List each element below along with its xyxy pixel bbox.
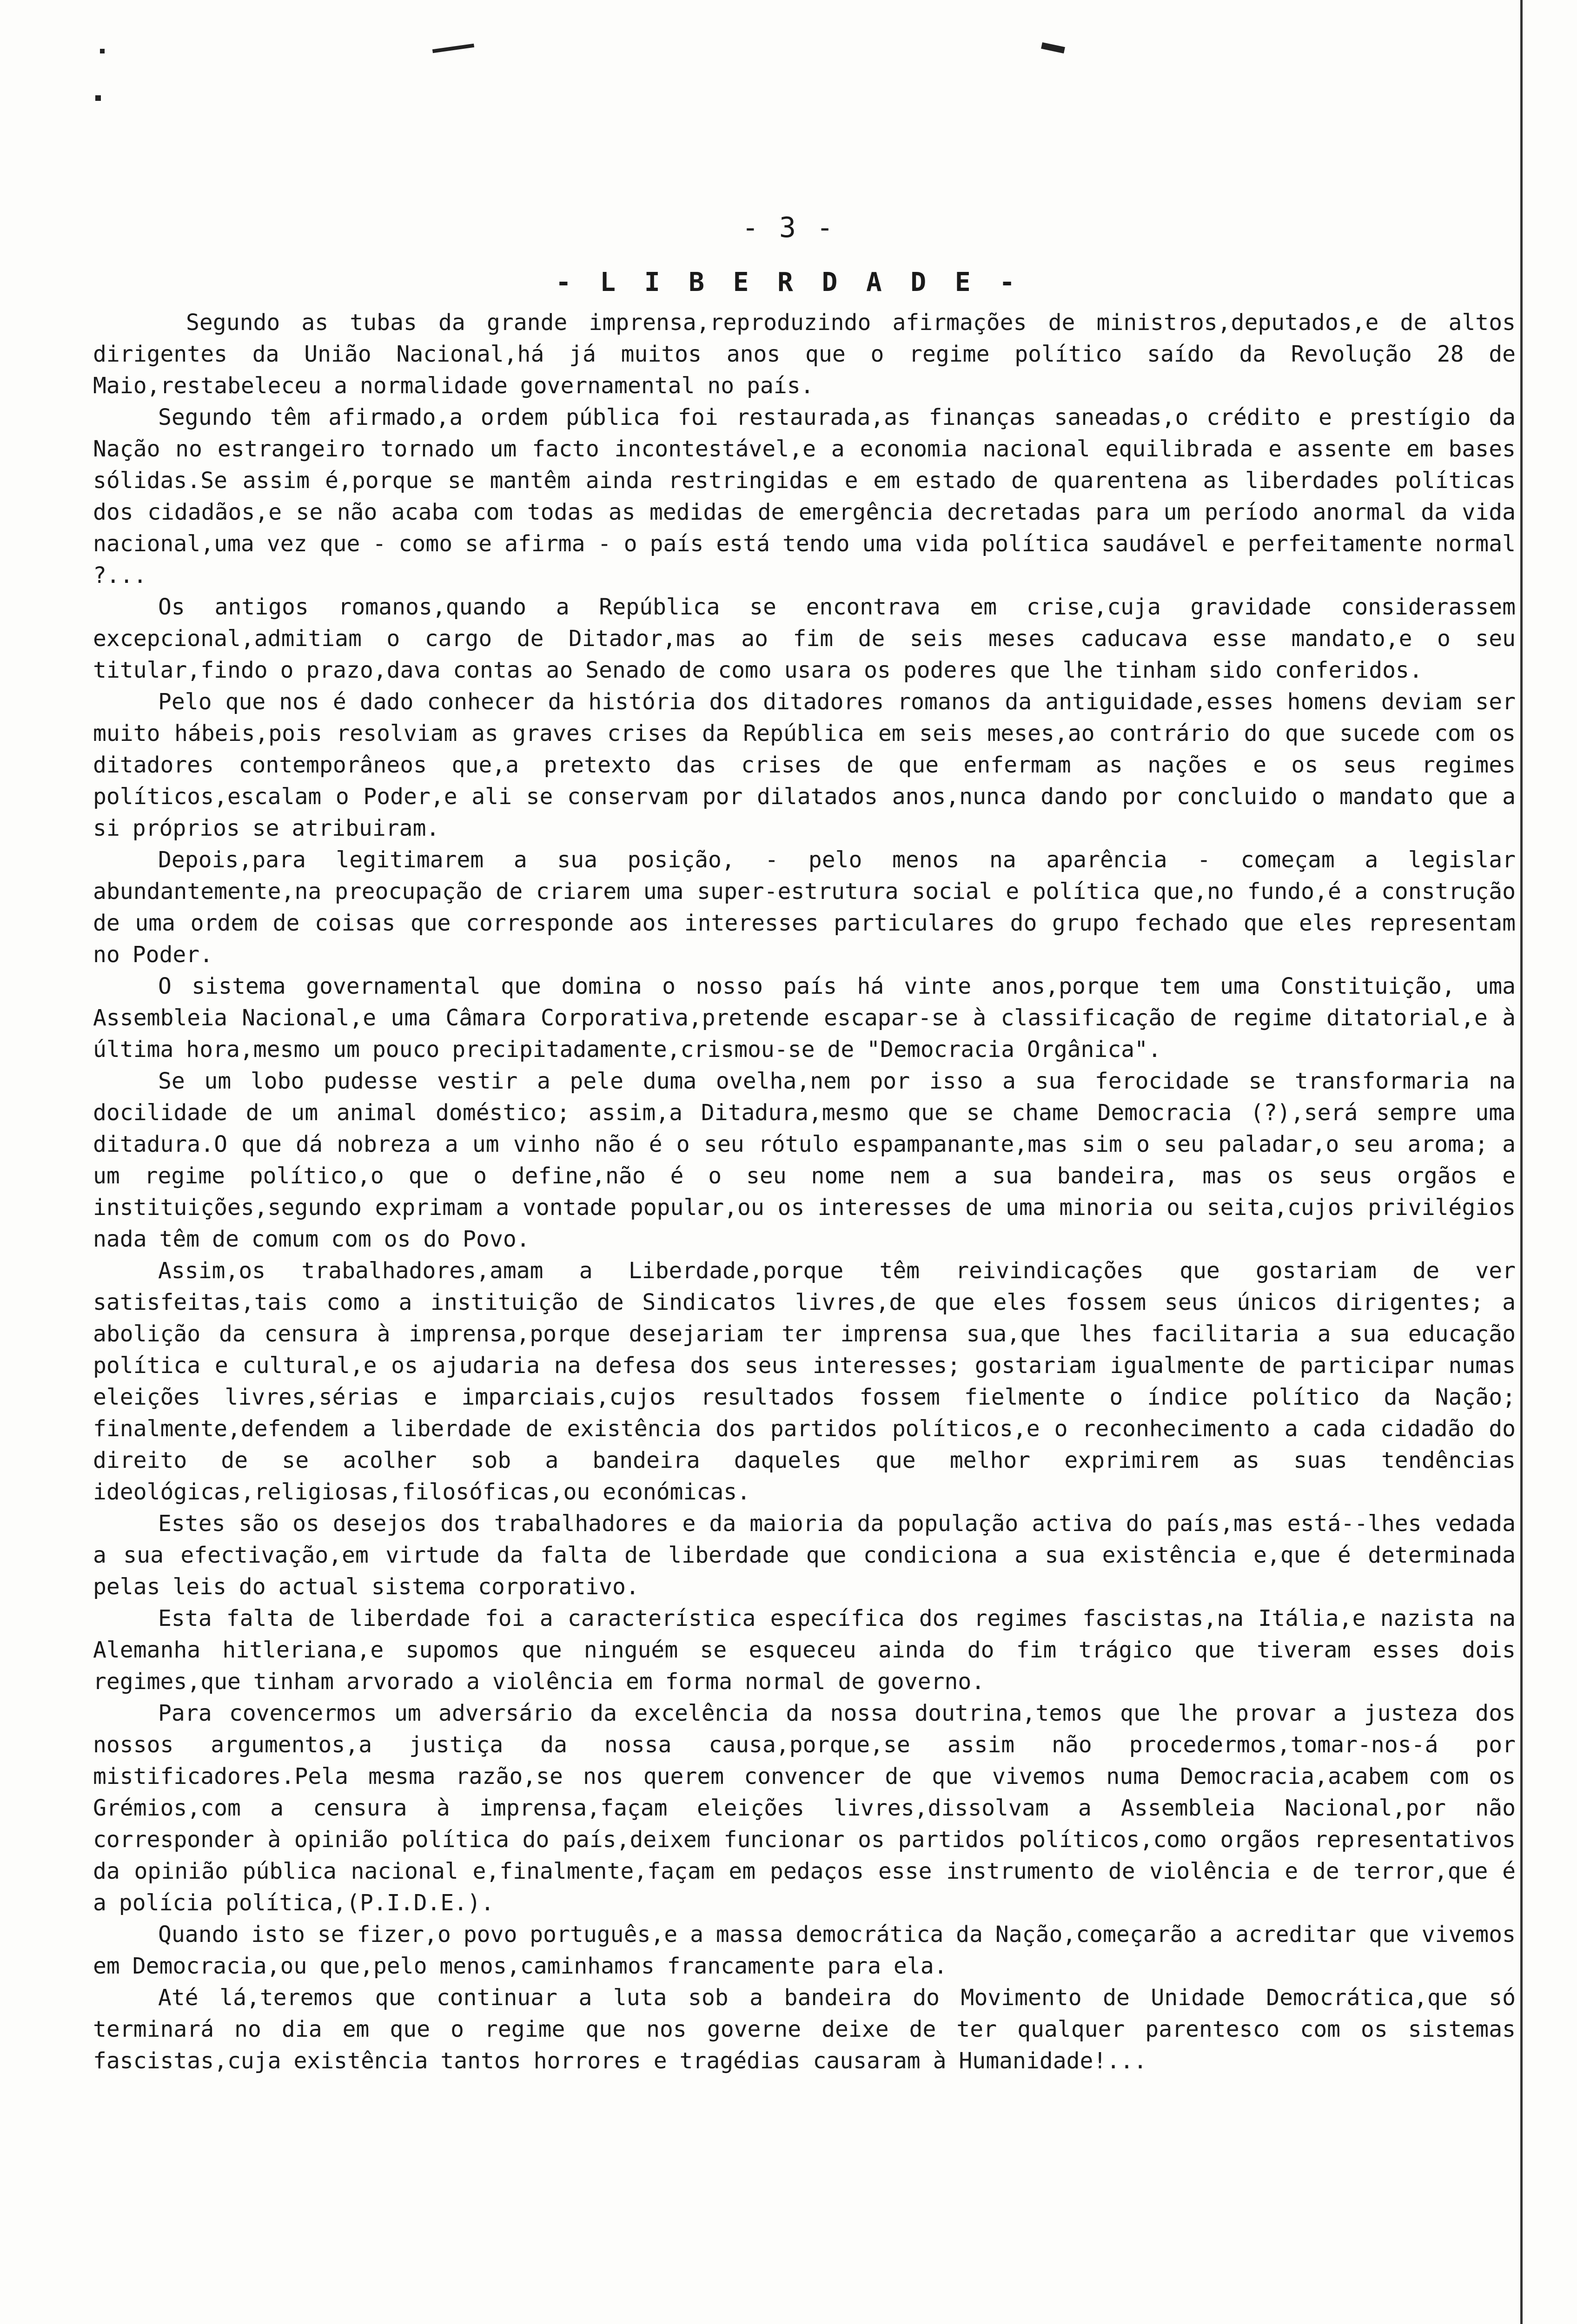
paragraph: Até lá,teremos que continuar a luta sob a bandeira do Movimento de Unidade Democrática,que só terminará no dia em que o regime que nos governe deixe de ter qualquer parentesco com os sistemas fascistas,cuja existência tantos horrores e tragédias causaram à Humanidade!... <box>93 1985 1516 2074</box>
paragraph: Depois,para legitimarem a sua posição, - pelo menos na aparência - começam a legislar abundantemente,na preocupação de criarem uma super-estrutura social e política que,no fundo,é a construção de uma ordem de coisas que corresponde aos interesses particulares do grupo fechado que eles representam no Poder. <box>93 847 1516 968</box>
paragraph: Segundo têm afirmado,a ordem pública foi restaurada,as finanças saneadas,o crédito e prestígio da Nação no estrangeiro tornado um facto incontestável,e a economia nacional equilibrada e assente em bases sólidas.Se assim é,porque se mantêm ainda restringidas e em estado de quarentena as liberdades políticas dos cidadãos,e se não acaba com todas as medidas de emergência decretadas para um período anormal da vida nacional,uma vez que - como se afirma - o país está tendo uma vida política saudável e perfeitamente normal ?... <box>93 404 1516 588</box>
paragraph: Para covencermos um adversário da excelência da nossa doutrina,temos que lhe provar a justeza dos nossos argumentos,a justiça da nossa causa,porque,se assim não procedermos,tomar-nos-á por mistificadores.Pela mesma razão,se nos querem convencer de que vivemos numa Democracia,acabem com os Grémios,com a censura à imprensa,façam eleições livres,dissolvam a Assembleia Nacional,por não corresponder à opinião política do país,deixem funcionar os partidos políticos,como orgãos representativos da opinião pública nacional e,finalmente,façam em pedaços esse instrumento de violência e de terror,que é a polícia política,(P.I.D.E.). <box>93 1700 1516 1916</box>
paragraph: Esta falta de liberdade foi a característica específica dos regimes fascistas,na Itália,e nazista na Alemanha hitleriana,e supomos que ninguém se esqueceu ainda do fim trágico que tiveram esses dois regimes,que tinham arvorado a violência em forma normal de governo. <box>93 1605 1516 1695</box>
paragraph: Se um lobo pudesse vestir a pele duma ovelha,nem por isso a sua ferocidade se transformaria na docilidade de um animal doméstico; assim,a Ditadura,mesmo que se chame Democracia (?),será sempre uma ditadura.O que dá nobreza a um vinho não é o seu rótulo espampanante,mas sim o seu paladar,o seu aroma; a um regime político,o que o define,não é o seu nome nem a sua bandeira, mas os seus orgãos e instituições,segundo exprimam a vontade popular,ou os interesses de uma minoria ou seita,cujos privilégios nada têm de comum com os do Povo. <box>93 1068 1516 1252</box>
paragraph: Quando isto se fizer,o povo português,e a massa democrática da Nação,começarão a acreditar que vivemos em Democracia,ou que,pelo menos,caminhamos francamente para ela. <box>93 1921 1516 1979</box>
paragraph: Assim,os trabalhadores,amam a Liberdade,porque têm reivindicações que gostariam de ver satisfeitas,tais como a instituição de Sindicatos livres,de que eles fossem seus únicos dirigentes; a abolição da censura à imprensa,porque desejariam ter imprensa sua,que lhes facilitaria a sua educação política e cultural,e os ajudaria na defesa dos seus interesses; gostariam igualmente de participar numas eleições livres,sérias e imparciais,cujos resultados fossem fielmente o índice político da Nação; finalmente,defendem a liberdade de existência dos partidos políticos,e o reconhecimento a cada cidadão do direito de se acolher sob a bandeira daqueles que melhor exprimirem as suas tendências ideológicas,religiosas,filosóficas,ou económicas. <box>93 1258 1516 1505</box>
scan-mark-left <box>100 49 105 53</box>
punch-mark-right <box>1041 42 1065 53</box>
paragraph: Segundo as tubas da grande imprensa,reproduzindo afirmações de ministros,deputados,e de altos dirigentes da União Nacional,há já muitos anos que o regime político saído da Revolução 28 de Maio,restabeleceu a normalidade governamental no país. <box>93 310 1516 399</box>
paragraph: O sistema governamental que domina o nosso país há vinte anos,porque tem uma Constituição, uma Assembleia Nacional,e uma Câmara Corporativa,pretende escapar-se à classificação de regime ditatorial,e à última hora,mesmo um pouco precipitadamente,crismou-se de "Democracia Orgânica". <box>93 973 1516 1063</box>
article-body <box>93 307 1516 2077</box>
punch-mark-left <box>432 44 474 53</box>
page-edge-right <box>1520 0 1523 2324</box>
scan-mark-left-lower <box>95 95 101 101</box>
page-title: - L I B E R D A D E - <box>555 267 1021 297</box>
page-number: - 3 - <box>742 211 835 244</box>
paragraph: Pelo que nos é dado conhecer da história dos ditadores romanos da antiguidade,esses homens deviam ser muito hábeis,pois resolviam as graves crises da República em seis meses,ao contrário do que sucede com os ditadores contemporâneos que,a pretexto das crises de que enfermam as nações e os seus regimes políticos,escalam o Poder,e ali se conservam por dilatados anos,nunca dando por concluido o mandato que a si próprios se atribuiram. <box>93 689 1516 841</box>
paragraph: Os antigos romanos,quando a República se encontrava em crise,cuja gravidade considerassem excepcional,admitiam o cargo de Ditador,mas ao fim de seis meses caducava esse mandato,e o seu titular,findo o prazo,dava contas ao Senado de como usara os poderes que lhe tinham sido conferidos. <box>93 594 1516 683</box>
paragraph: Estes são os desejos dos trabalhadores e da maioria da população activa do país,mas está--lhes vedada a sua efectivação,em virtude da falta de liberdade que condiciona a sua existência e,que é determinada pelas leis do actual sistema corporativo. <box>93 1511 1516 1600</box>
